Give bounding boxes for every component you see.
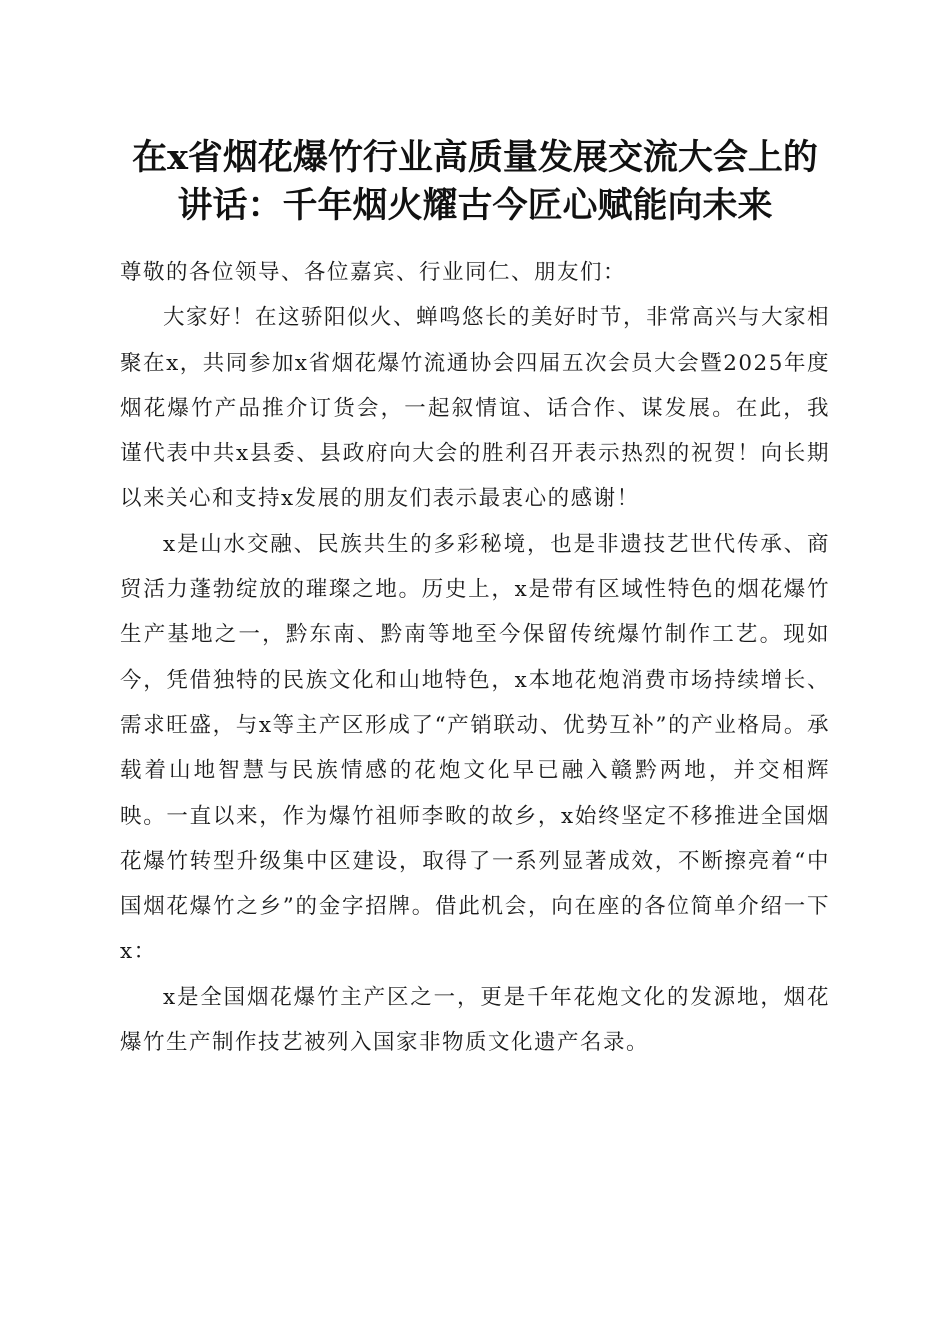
paragraph-2: x是山水交融、民族共生的多彩秘境，也是非遗技艺世代传承、商贸活力蓬勃绽放的璀璨之地。历史上，x是带有区域性特色的烟花爆竹生产基地之一，黔东南、黔南等地至今保留传统爆竹制作工艺。现如今，凭借独特的民族文化和山地特色，x本地花炮消费市场持续增长、需求旺盛，与x等主产区形成了“产销联动、优势互补”的产业格局。承载着山地智慧与民族情感的花炮文化早已融入赣黔两地，并交相辉映。一直以来，作为爆竹祖师李畋的故乡，x始终坚定不移推进全国烟花爆竹转型升级集中区建设，取得了一系列显著成效，不断擦亮着“中国烟花爆竹之乡”的金字招牌。借此机会，向在座的各位简单介绍一下x： — [120, 531, 830, 965]
paragraph-1: 大家好！在这骄阳似火、蝉鸣悠长的美好时节，非常高兴与大家相聚在x，共同参加x省烟花爆竹流通协会四届五次会员大会暨2025年度烟花爆竹产品推介订货会，一起叙情谊、话合作、谋发展。在此，我谨代表中共x县委、县政府向大会的胜利召开表示热烈的祝贺！向长期以来关心和支持x发展的朋友们表示最衷心的感谢！ — [120, 305, 831, 512]
document-title — [100, 134, 850, 230]
document-body — [120, 250, 830, 1065]
salutation: 尊敬的各位领导、各位嘉宾、行业同仁、朋友们： — [120, 260, 627, 285]
title-line-1: 在x省烟花爆竹行业高质量发展交流大会上的 — [132, 137, 818, 178]
title-line-2: 讲话：千年烟火耀古今匠心赋能向未来 — [177, 185, 773, 226]
paragraph-3: x是全国烟花爆竹主产区之一，更是千年花炮文化的发源地，烟花爆竹生产制作技艺被列入国家非物质文化遗产名录。 — [120, 984, 830, 1056]
